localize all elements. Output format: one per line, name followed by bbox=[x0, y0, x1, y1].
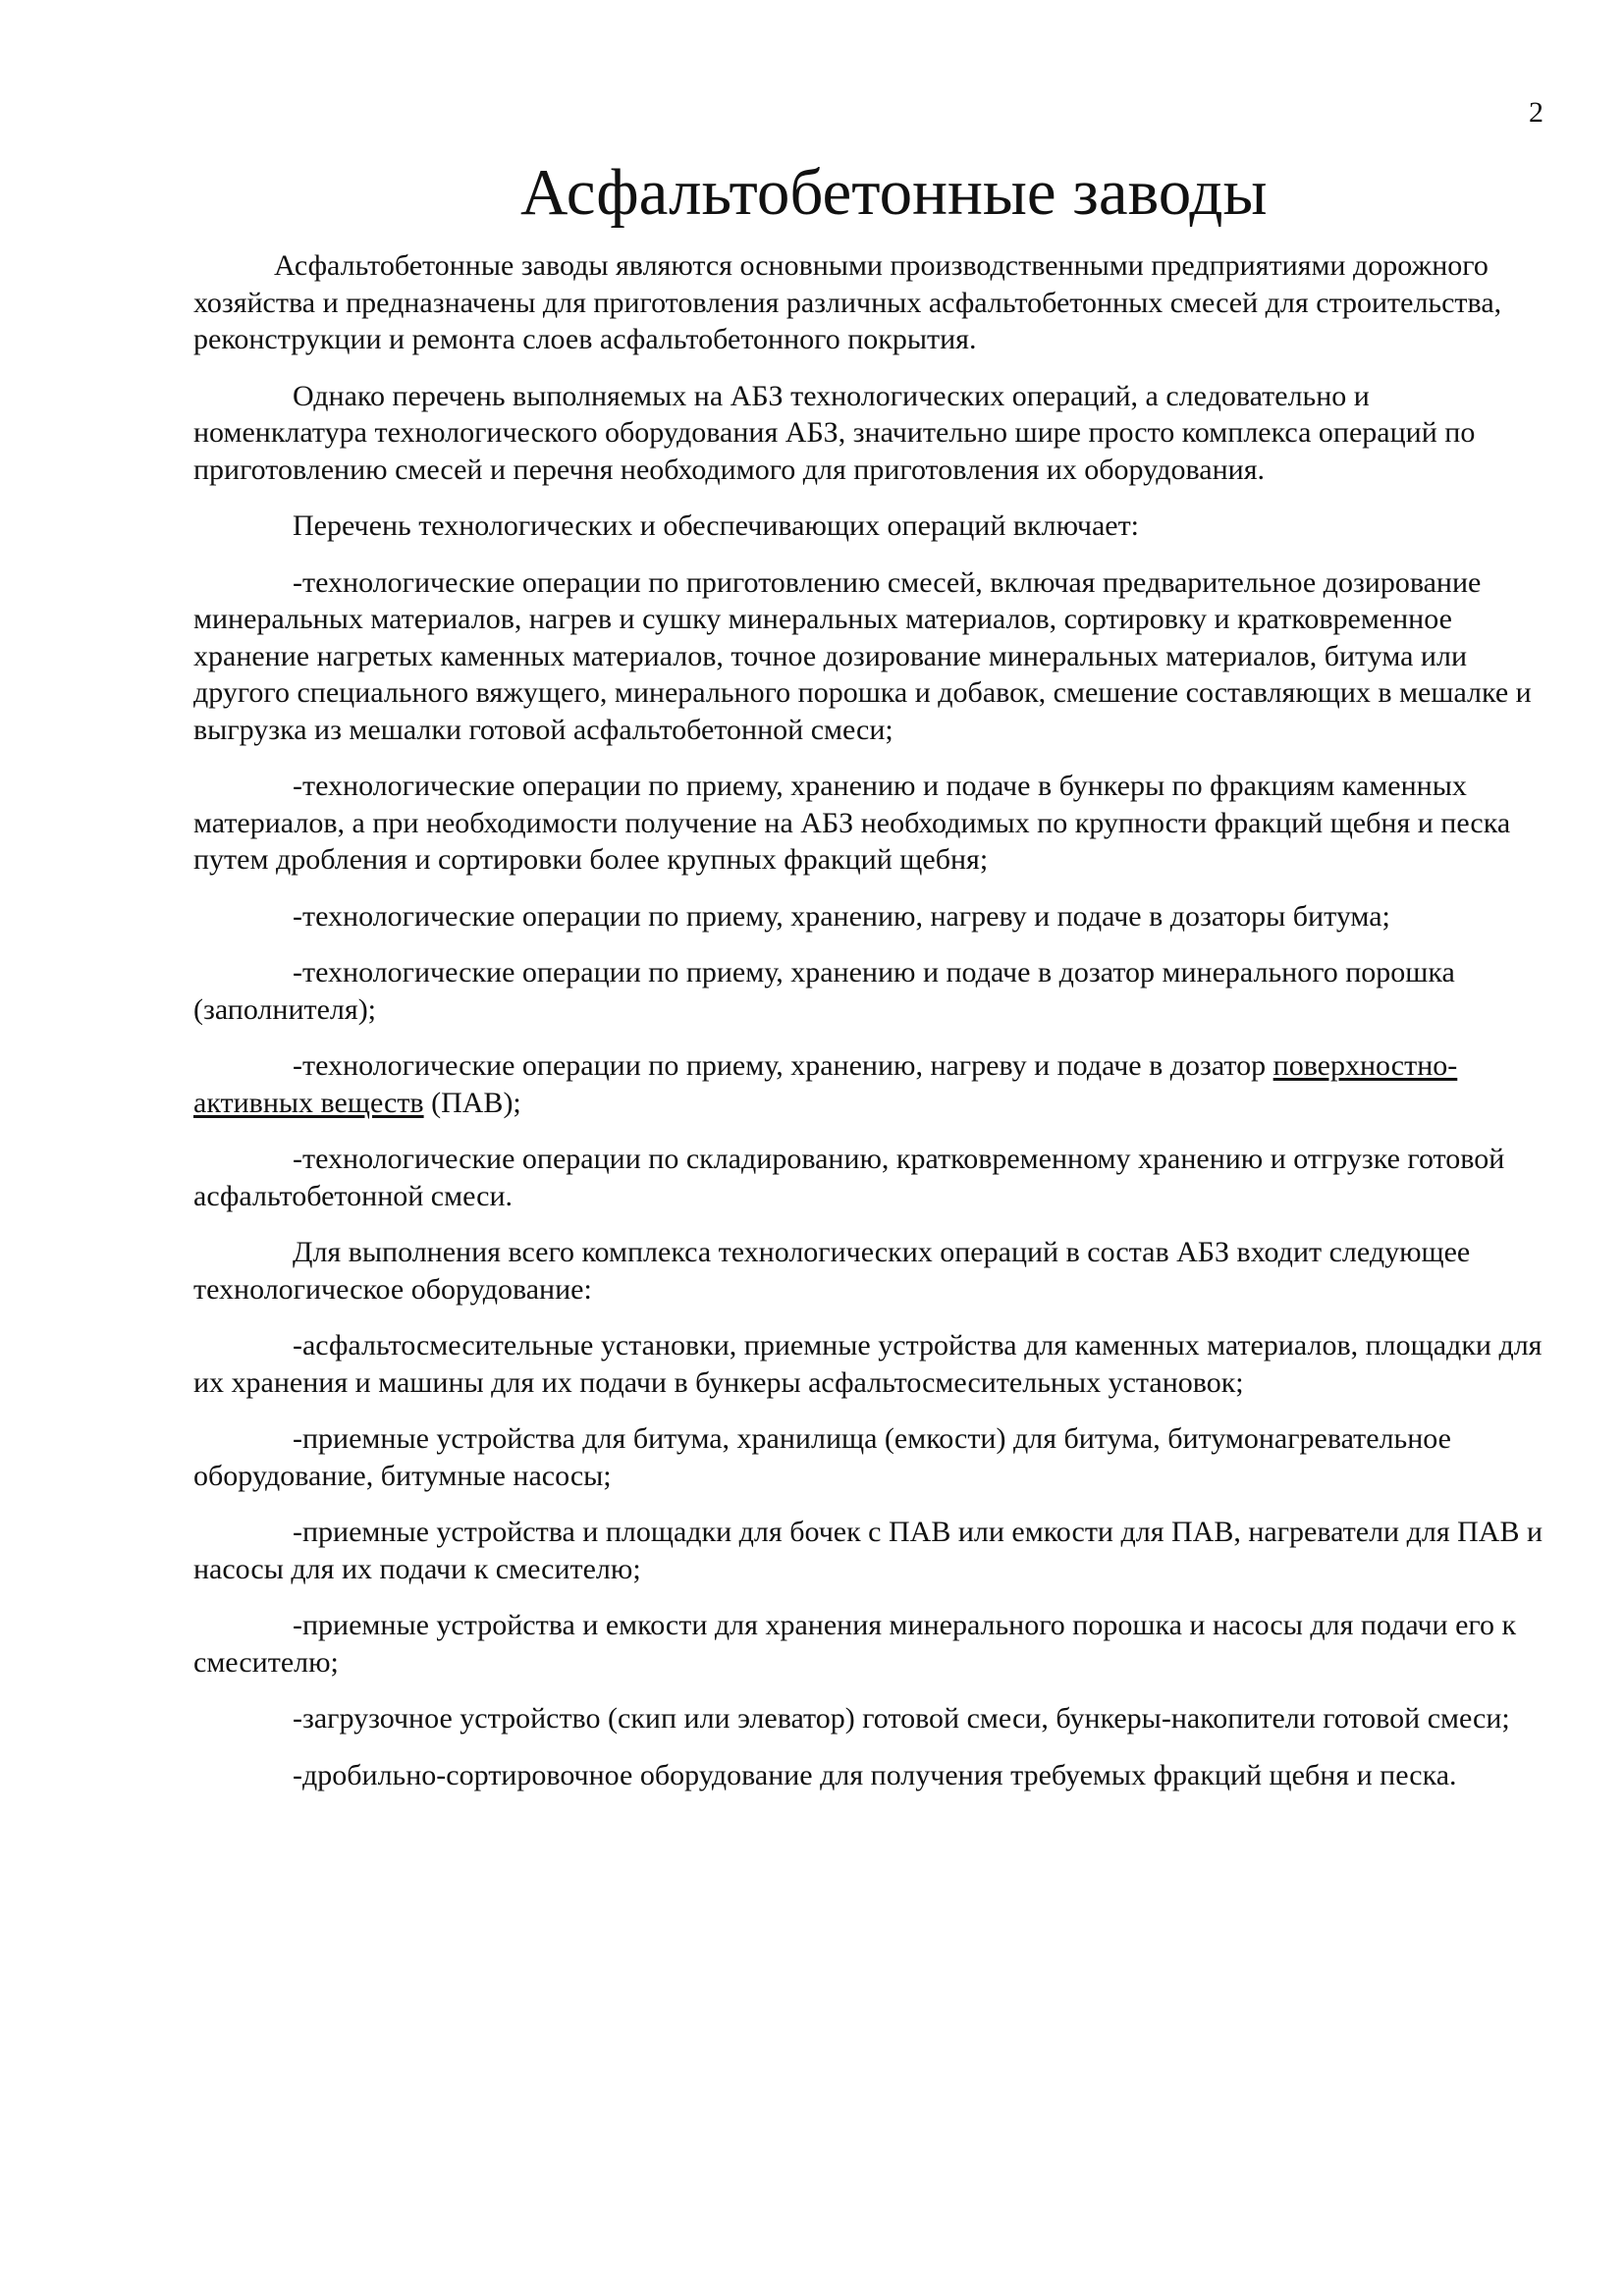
surfactant-text-before: -технологические операции по приему, хранению, нагреву и подаче в дозатор bbox=[293, 1049, 1273, 1082]
list-item-crushing-equipment: -дробильно-сортировочное оборудование для получения требуемых фракций щебня и песка. bbox=[293, 1758, 1457, 1791]
list-item-storage-operations: -технологические операции по складированию, кратковременному хранению и отгрузке готовой асфальтобетонной смеси. bbox=[193, 1143, 1505, 1212]
document-body bbox=[193, 247, 1548, 1813]
surfactant-link[interactable]: поверхностно-активных веществ bbox=[193, 1049, 1458, 1119]
list-item-surfactant-equipment: -приемные устройства и площадки для бочек с ПАВ или емкости для ПАВ, нагреватели для ПАВ и насосы для их подачи к смесителю; bbox=[193, 1516, 1543, 1585]
paragraph-scope: Однако перечень выполняемых на АБЗ технологических операций, а следовательно и номенклатура технологического оборудования АБЗ, значительно шире просто комплекса операций по приготовлению смесей и перечня необходимого для приготовления их оборудования. bbox=[193, 379, 1476, 486]
list-item-mixing-operations: -технологические операции по приготовлению смесей, включая предварительное дозирование минеральных материалов, нагрев и сушку минеральных материалов, сортировку и кратковременное хранение нагретых каменных материалов, точное дозирование минеральных материалов, битума или другого специального вяжущего, минерального порошка и добавок, смешение составляющих в мешалке и выгрузка из мешалки готовой асфальтобетонной смеси; bbox=[193, 565, 1532, 746]
paragraph-equipment-heading: Для выполнения всего комплекса технологических операций в состав АБЗ входит следующее технологическое оборудование: bbox=[193, 1236, 1471, 1306]
paragraph-intro: Асфальтобетонные заводы являются основными производственными предприятиями дорожного хозяйства и предназначены для приготовления различных асфальтобетонных смесей для строительства, реконструкции и ремонта слоев асфальтобетонного покрытия. bbox=[193, 249, 1502, 355]
list-item-bitumen-equipment: -приемные устройства для битума, хранилища (емкости) для битума, битумонагревательное оборудование, битумные насосы; bbox=[193, 1422, 1451, 1492]
list-item-filler-operations: -технологические операции по приему, хранению и подаче в дозатор минерального порошка (заполнителя); bbox=[193, 956, 1455, 1026]
list-item-mixing-plants: -асфальтосмесительные установки, приемные устройства для каменных материалов, площадки для их хранения и машины для их подачи в бункеры асфальтосмесительных установок; bbox=[193, 1329, 1543, 1399]
list-item-aggregate-operations: -технологические операции по приему, хранению и подаче в бункеры по фракциям каменных материалов, а при необходимости получение на АБЗ необходимых по крупности фракций щебня и песка путем дробления и сортировки более крупных фракций щебня; bbox=[193, 770, 1511, 876]
list-item-loading-equipment: -загрузочное устройство (скип или элеватор) готовой смеси, бункеры-накопители готовой смеси; bbox=[293, 1702, 1510, 1735]
page-number: 2 bbox=[1529, 96, 1543, 129]
list-item-bitumen-operations: -технологические операции по приему, хранению, нагреву и подаче в дозаторы битума; bbox=[293, 899, 1390, 933]
page-title: Асфальтобетонные заводы bbox=[520, 156, 1268, 229]
list-item-filler-equipment: -приемные устройства и емкости для хранения минерального порошка и насосы для подачи его к смесителю; bbox=[193, 1609, 1517, 1679]
list-item-surfactant-operations bbox=[193, 1047, 1548, 1121]
paragraph-operations-heading: Перечень технологических и обеспечивающих операций включает: bbox=[293, 509, 1140, 542]
surfactant-text-after: (ПАВ); bbox=[423, 1086, 521, 1119]
